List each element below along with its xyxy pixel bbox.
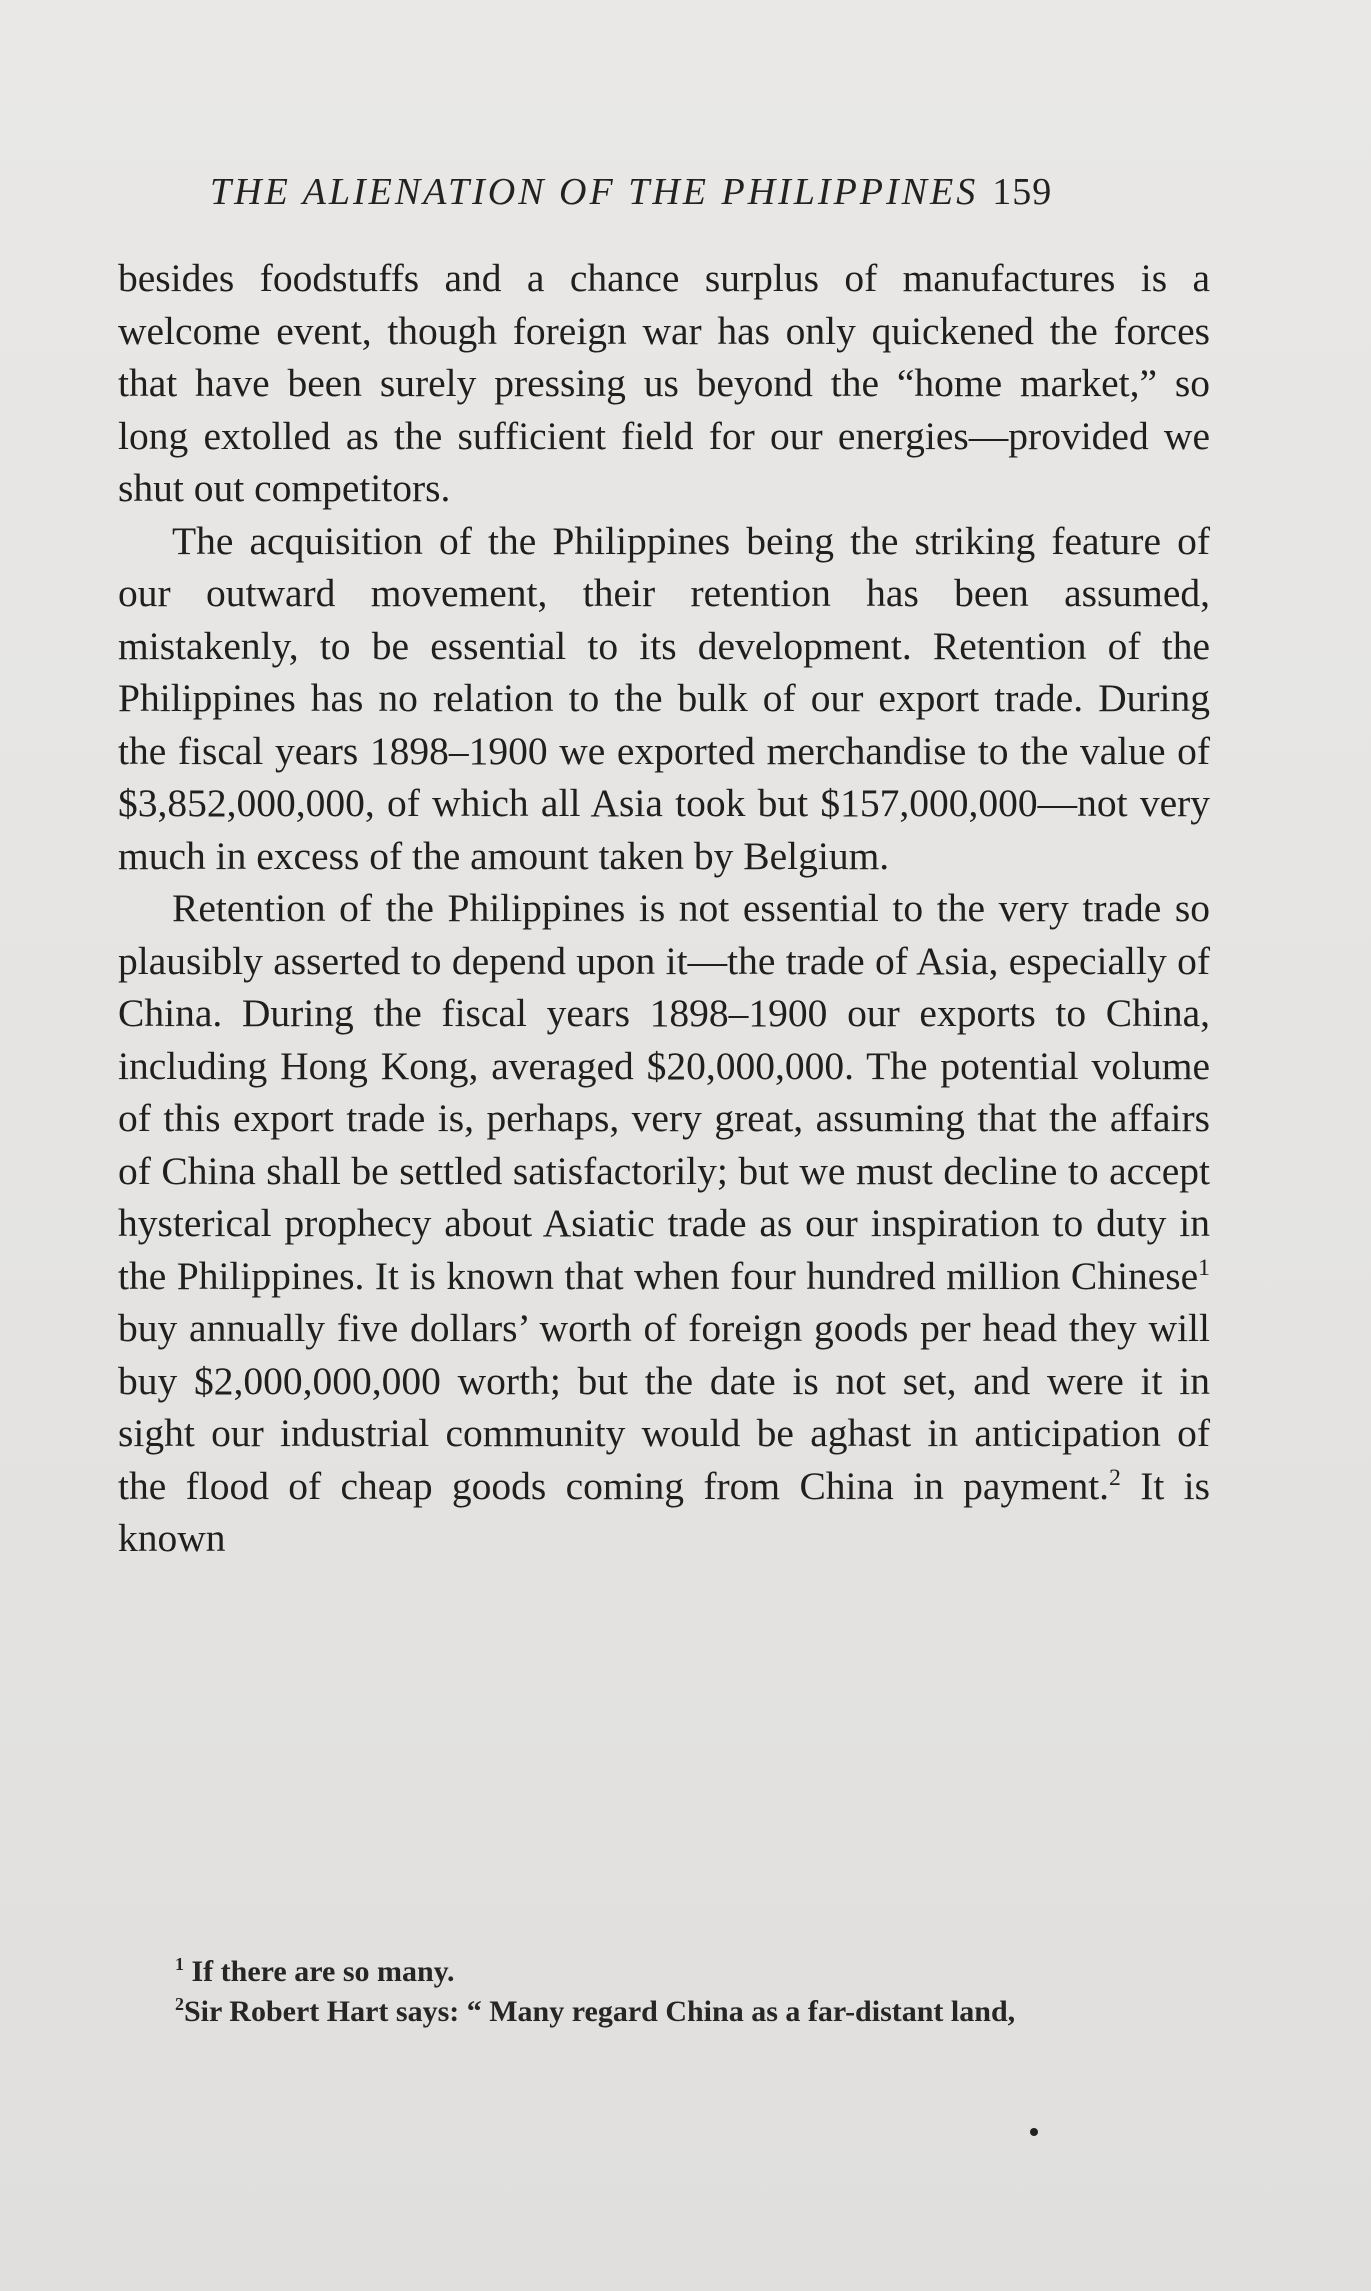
ink-dot [1030, 2128, 1038, 2136]
running-header [210, 170, 1210, 214]
footnote-2 [175, 1992, 1210, 2032]
footnote-mark: 1 [175, 1954, 184, 1974]
footnote-text: Sir Robert Hart says: “ Many regard China as a far-distant land, [184, 1995, 1016, 2028]
paragraph-2: The acquisition of the Philippines being the striking feature of our outward movement, their retention has been assumed, mistakenly, to be essential to its development. Retention of the Philippines has no relation to the bulk of our export trade. During the fiscal years 1898–1900 we exported merchandise to the value of $3,852,000,000, of which all Asia took but $157,000,000—not very much in excess of the amount taken by Belgium. [118, 518, 1210, 878]
footnote-text: If there are so many. [191, 1955, 455, 1988]
footnote-mark: 2 [175, 1994, 184, 2014]
body-text [118, 252, 1210, 1565]
page-number: 159 [992, 171, 1053, 213]
running-title: THE ALIENATION OF THE PHILIPPINES [210, 171, 979, 213]
footnotes [135, 1952, 1210, 2032]
paragraph-3-continuation: buy annually five dollars’ worth of foreign goods per head they will buy $2,000,000,000 worth; but the date is not set, and were it in sight our industrial community would be aghast in anticipation of the flood of cheap goods coming from China in payment. [118, 1306, 1210, 1508]
paragraph-3-text: Retention of the Philippines is not essential to the very trade so plausibly asserted to depend upon it—the trade of Asia, especially of China. During the fiscal years 1898–1900 our exports to China, including Hong Kong, averaged $20,000,000. The potential volume of this export trade is, perhaps, very great, assuming that the affairs of China shall be settled satisfactorily; but we must decline to accept hysterical prophecy about Asiatic trade as our inspiration to duty in the Philippines. It is known that when four hundred million Chinese [118, 886, 1210, 1298]
footnote-ref-2: 2 [1109, 1464, 1121, 1491]
paragraph-3 [118, 882, 1210, 1565]
footnote-ref-1: 1 [1198, 1254, 1210, 1281]
footnote-1 [175, 1952, 1210, 1992]
paragraph-3-end: It is known [118, 1463, 1210, 1560]
paragraph-1: besides foodstuffs and a chance surplus of manufactures is a welcome event, though foreign war has only quickened the forces that have been surely pressing us beyond the “home market,” so long extolled as the sufficient field for our energies—provided we shut out competitors. [118, 256, 1210, 510]
